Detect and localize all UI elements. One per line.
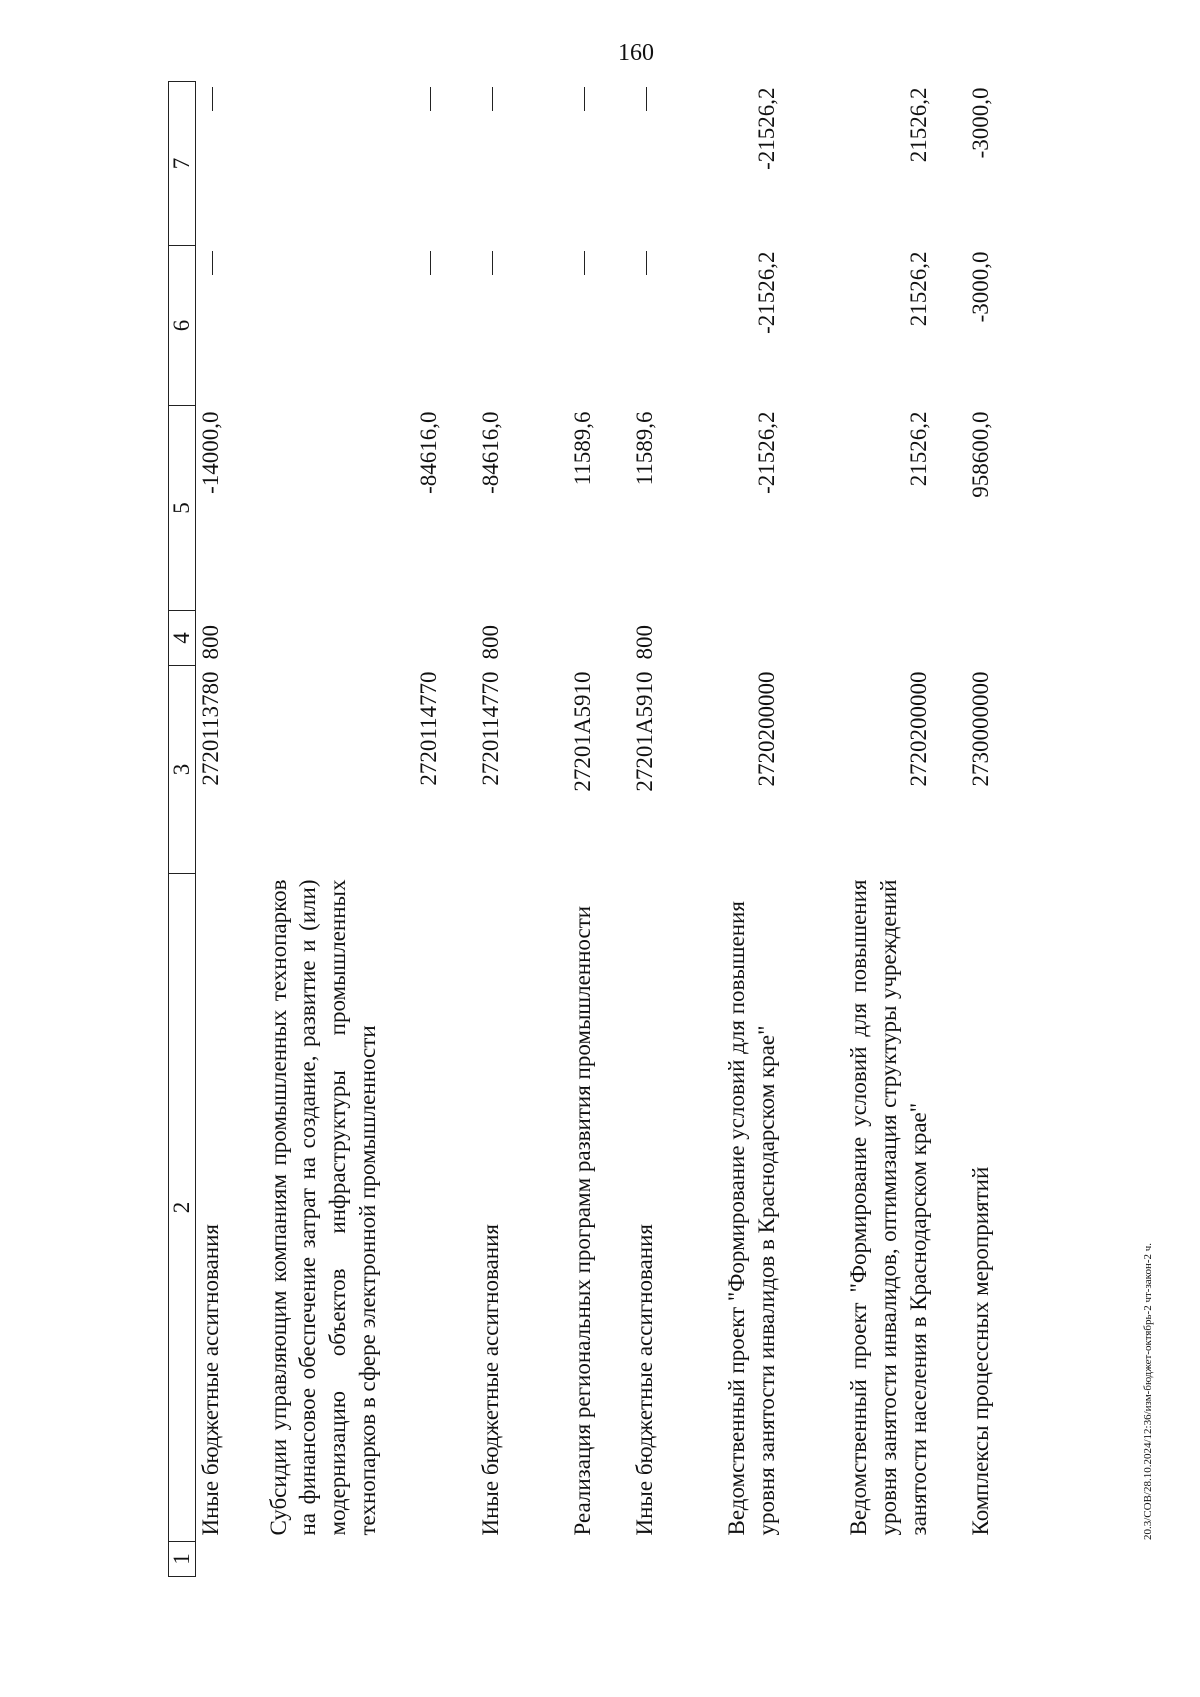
row-vr <box>782 611 934 666</box>
row-vr: 800 <box>198 625 223 660</box>
table-row <box>264 82 444 1577</box>
row-value-7: 21526,2 <box>905 87 931 163</box>
header-cell-4: 4 <box>169 611 196 666</box>
page-number: 160 <box>618 40 654 66</box>
table-row <box>934 82 996 1577</box>
row-value-5: 11589,6 <box>569 411 595 486</box>
table-row <box>660 82 782 1577</box>
row-code: 2720114770 <box>415 671 441 786</box>
row-value-7 <box>598 82 660 246</box>
row-value-5: -84616,0 <box>415 411 441 494</box>
header-cell-3: 3 <box>169 666 196 874</box>
row-value-7: -3000,0 <box>967 87 993 159</box>
row-value-5: -14000,0 <box>198 411 223 494</box>
row-value-5: 958600,0 <box>967 411 993 498</box>
table-row <box>444 82 506 1577</box>
row-name: Реализация региональных программ развития промышленности <box>569 905 595 1536</box>
dash-mark <box>492 88 493 112</box>
row-value-6 <box>196 246 264 406</box>
header-row <box>169 82 196 1577</box>
row-value-6 <box>444 246 506 406</box>
row-value-6 <box>264 246 444 406</box>
row-name: Иные бюджетные ассигнования <box>198 1224 223 1536</box>
table-row <box>196 82 264 1577</box>
row-value-5: 21526,2 <box>905 411 931 487</box>
header-cell-1: 1 <box>169 1542 196 1577</box>
row-value-7 <box>264 82 444 246</box>
row-vr <box>934 611 996 666</box>
dash-mark <box>646 88 647 112</box>
row-value-7: -21526,2 <box>753 87 779 170</box>
row-name: Иные бюджетные ассигнования <box>631 1224 657 1536</box>
row-value-6: -3000,0 <box>967 251 993 323</box>
row-code: 2730000000 <box>967 671 993 787</box>
row-vr <box>660 611 782 666</box>
row-code: 27201А5910 <box>569 671 595 792</box>
row-vr: 800 <box>477 625 503 660</box>
document-footer: 20.3/СОВ/28.10.2024/12:36/изм-бюджет-октябрь-2 чт-закон-2 ч. <box>1142 1242 1154 1540</box>
row-value-7 <box>506 82 598 246</box>
dash-mark <box>646 252 647 276</box>
row-name: Субсидии управляющим компаниям промышленных технопарков на финансовое обеспечение затрат на создание, развитие и (или) модернизацию объектов инфраструктуры промышленных технопарков в сфере электронной промышленности <box>265 879 381 1536</box>
header-cell-2: 2 <box>169 874 196 1542</box>
budget-table <box>168 81 996 1577</box>
row-value-7 <box>196 82 264 246</box>
row-vr: 800 <box>631 625 657 660</box>
row-code: 2720200000 <box>905 671 931 787</box>
table-row <box>506 82 598 1577</box>
dash-mark <box>430 88 431 112</box>
row-value-6: 21526,2 <box>905 251 931 327</box>
row-name: Иные бюджетные ассигнования <box>477 1224 503 1536</box>
row-value-6 <box>598 246 660 406</box>
row-value-7 <box>444 82 506 246</box>
row-vr <box>506 611 598 666</box>
row-value-5: -84616,0 <box>477 411 503 494</box>
row-code: 27201А5910 <box>631 671 657 792</box>
row-name: Комплексы процессных мероприятий <box>967 1166 993 1536</box>
header-cell-5: 5 <box>169 406 196 611</box>
table-row <box>598 82 660 1577</box>
row-name: Ведомственный проект "Формирование условий для повышения уровня занятости инвалидов, оптимизация структуры учреждений занятости населения в Краснодарском крае" <box>845 879 931 1536</box>
row-value-5: 11589,6 <box>631 411 657 486</box>
row-name: Ведомственный проект "Формирование условий для повышения уровня занятости инвалидов в Краснодарском крае" <box>723 901 779 1536</box>
dash-mark <box>430 252 431 276</box>
dash-mark <box>492 252 493 276</box>
row-value-5: -21526,2 <box>753 411 779 494</box>
table-row <box>782 82 934 1577</box>
row-code: 2720113780 <box>198 671 223 786</box>
header-cell-7: 7 <box>169 82 196 246</box>
row-value-6: -21526,2 <box>753 251 779 334</box>
header-cell-6: 6 <box>169 246 196 406</box>
dash-mark <box>584 252 585 276</box>
row-code: 2720200000 <box>753 671 779 787</box>
row-value-6 <box>506 246 598 406</box>
dash-mark <box>212 88 213 112</box>
row-vr <box>264 611 444 666</box>
dash-mark <box>212 252 213 276</box>
rotated-table-container <box>168 82 1048 1577</box>
row-code: 2720114770 <box>477 671 503 786</box>
dash-mark <box>584 88 585 112</box>
